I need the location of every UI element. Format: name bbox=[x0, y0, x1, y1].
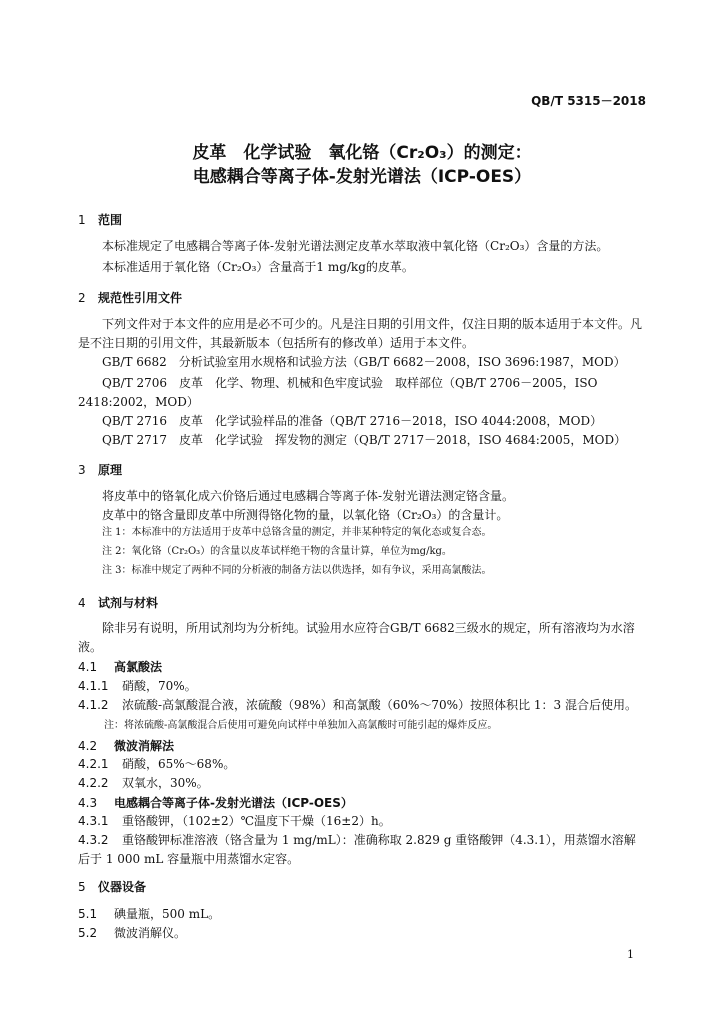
section-number: 5 bbox=[78, 880, 86, 894]
scope-paragraph-2: 本标准适用于氧化铬（Cr₂O₃）含量高于1 mg/kg的皮革。 bbox=[102, 260, 414, 274]
reference-item: QB/T 2717 皮革 化学试验 挥发物的测定（QB/T 2717－2018，ISO 4684:2005，MOD） bbox=[102, 433, 627, 447]
item-number: 5.1 bbox=[78, 907, 98, 921]
reference-item: QB/T 2716 皮革 化学试验样品的准备（QB/T 2716－2018，ISO 4044:2008，MOD） bbox=[102, 414, 603, 428]
section-number: 1 bbox=[78, 213, 86, 227]
item-text: 硝酸，70%。 bbox=[122, 679, 197, 693]
section-number: 4 bbox=[78, 596, 86, 610]
item-number: 4.2.2 bbox=[78, 776, 109, 790]
reference-item: GB/T 6682 分析试验室用水规格和试验方法（GB/T 6682－2008，ISO 3696:1987，MOD） bbox=[102, 355, 626, 369]
item-text: 重铬酸钾标准溶液（铬含量为 1 mg/mL）：准确称取 2.829 g 重铬酸钾（4.3.1），用蒸馏水溶解后于 1 000 mL 容量瓶中用蒸馏水定容。 bbox=[78, 833, 636, 866]
section-number: 3 bbox=[78, 463, 86, 477]
item-text: 浓硫酸-高氯酸混合液，浓硫酸（98%）和高氯酸（60%～70%）按照体积比 1：3 混合后使用。 bbox=[122, 698, 637, 712]
item-text: 硝酸，65%～68%。 bbox=[122, 757, 236, 771]
reagent-item bbox=[78, 696, 646, 715]
section-1-heading bbox=[78, 211, 122, 228]
section-title: 范围 bbox=[98, 213, 123, 227]
subsection-4-3-heading bbox=[78, 794, 353, 811]
section-title: 仪器设备 bbox=[98, 880, 147, 894]
reagents-intro: 除非另有说明，所用试剂均为分析纯。试验用水应符合GB/T 6682三级水的规定，所有溶液均为水溶液。 bbox=[78, 621, 635, 654]
scope-paragraph-1: 本标准规定了电感耦合等离子体-发射光谱法测定皮革水萃取液中氧化铬（Cr₂O₃）含量的方法。 bbox=[102, 239, 609, 253]
section-title: 原理 bbox=[98, 463, 123, 477]
section-number: 2 bbox=[78, 291, 86, 305]
principle-paragraph-2: 皮革中的铬含量即皮革中所测得铬化物的量，以氧化铬（Cr₂O₃）的含量计。 bbox=[102, 508, 509, 522]
subsection-number: 4.3 bbox=[78, 796, 98, 810]
standard-code: QB/T 5315－2018 bbox=[531, 94, 646, 108]
subsection-4-2-heading bbox=[78, 737, 174, 754]
reagent-note: 注：将浓硫酸-高氯酸混合后使用可避免向试样中单独加入高氯酸时可能引起的爆炸反应。 bbox=[104, 720, 498, 731]
subsection-number: 4.2 bbox=[78, 739, 98, 753]
item-number: 4.1.1 bbox=[78, 679, 109, 693]
principle-paragraph-1: 将皮革中的铬氧化成六价铬后通过电感耦合等离子体-发射光谱法测定铬含量。 bbox=[102, 489, 515, 503]
subsection-title: 电感耦合等离子体-发射光谱法（ICP-OES） bbox=[114, 796, 353, 810]
section-2-heading bbox=[78, 289, 182, 306]
item-number: 4.2.1 bbox=[78, 757, 109, 771]
item-text: 碘量瓶，500 mL。 bbox=[114, 907, 221, 921]
item-number: 4.3.1 bbox=[78, 814, 109, 828]
section-title: 试剂与材料 bbox=[98, 596, 159, 610]
reagent-item bbox=[78, 812, 646, 831]
item-number: 4.1.2 bbox=[78, 698, 109, 712]
subsection-title: 高氯酸法 bbox=[114, 660, 163, 674]
reagent-item bbox=[78, 755, 646, 774]
reagent-item bbox=[78, 774, 646, 793]
reagent-item bbox=[78, 677, 646, 696]
principle-note-3: 注 3：标准中规定了两种不同的分析液的制备方法以供选择，如有争议，采用高氯酸法。 bbox=[102, 565, 492, 576]
page-number: 1 bbox=[627, 948, 634, 961]
item-text: 双氧水，30%。 bbox=[122, 776, 209, 790]
subsection-number: 4.1 bbox=[78, 660, 98, 674]
reagent-item bbox=[78, 831, 646, 869]
item-number: 5.2 bbox=[78, 926, 98, 940]
reference-item: QB/T 2706 皮革 化学、物理、机械和色牢度试验 取样部位（QB/T 2706－2005，ISO 2418:2002，MOD） bbox=[78, 376, 598, 409]
section-5-heading bbox=[78, 878, 146, 895]
equipment-item bbox=[78, 905, 646, 924]
item-text: 重铬酸钾，（102±2）℃温度下干燥（16±2）h。 bbox=[122, 814, 391, 828]
principle-note-2: 注 2：氧化铬（Cr₂O₃）的含量以皮革试样绝干物的含量计算，单位为mg/kg。 bbox=[102, 546, 452, 557]
equipment-item bbox=[78, 924, 646, 943]
item-text: 微波消解仪。 bbox=[114, 926, 187, 940]
item-number: 4.3.2 bbox=[78, 833, 109, 847]
title-line-2: 电感耦合等离子体-发射光谱法（ICP-OES） bbox=[192, 167, 532, 187]
section-title: 规范性引用文件 bbox=[98, 291, 183, 305]
title-line-1: 皮革 化学试验 氧化铬（Cr₂O₃）的测定： bbox=[192, 143, 532, 163]
references-intro: 下列文件对于本文件的应用是必不可少的。凡是注日期的引用文件，仅注日期的版本适用于本文件。凡是不注日期的引用文件，其最新版本（包括所有的修改单）适用于本文件。 bbox=[78, 317, 643, 350]
section-3-heading bbox=[78, 461, 122, 478]
subsection-title: 微波消解法 bbox=[114, 739, 175, 753]
principle-note-1: 注 1：本标准中的方法适用于皮革中总铬含量的测定，并非某种特定的氧化态或复合态。 bbox=[102, 527, 492, 538]
subsection-4-1-heading bbox=[78, 658, 162, 675]
section-4-heading bbox=[78, 594, 158, 611]
